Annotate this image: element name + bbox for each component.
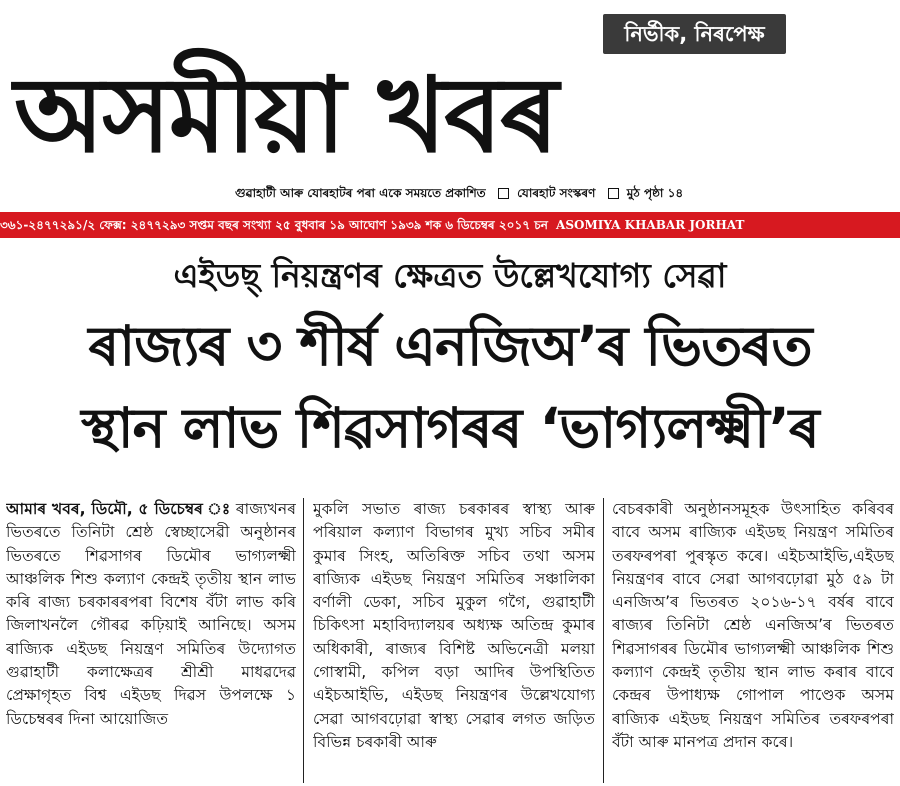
column-3-text: বেচৰকাৰী অনুষ্ঠানসমূহক উৎসাহিত কৰিবৰ বাবে অসম ৰাজ্যিক এইডছ নিয়ন্ত্ৰণ সমিতিৰ তৰফৰপৰা পুৰস্কৃত কৰে। এইচআইভি,এইডছ নিয়ন্ত্ৰণৰ বাবে সেৱা আগবঢ়োৱা মুঠ ৫৯ টা এনজিঅ’ৰ ভিতৰত ২০১৬-১৭ বৰ্ষৰ বাবে ৰাজ্যৰ তিনিটা শ্ৰেষ্ঠ এনজিঅ’ৰ ভিতৰত শিৱসাগৰৰ ডিমৌৰ ভাগ্যলক্ষ্মী আঞ্চলিক শিশু কল্যাণ কেন্দ্ৰই তৃতীয় স্থান লাভ কৰাৰ বাবে কেন্দ্ৰৰ উপাধ্যক্ষ গোপাল পাণ্ডেক অসম ৰাজ্যিক এইডছ নিয়ন্ত্ৰণ সমিতিৰ তৰফৰপৰা বঁটা আৰু মানপত্ৰ প্ৰদান কৰে।: [612, 500, 894, 751]
article-dateline: আমাৰ খবৰ, ডিমৌ, ৫ ডিচেম্বৰ ঃ: [6, 500, 231, 518]
page-count: মুঠ পৃষ্ঠা ১৪: [626, 186, 684, 200]
column-1-text: ৰাজ্যখনৰ ভিতৰতে তিনিটা শ্ৰেষ্ঠ স্বেচ্ছাসেৱী অনুষ্ঠানৰ ভিতৰতে শিৱসাগৰ ডিমৌৰ ভাগ্যলক্ষ্মী আঞ্চলিক শিশু কল্যাণ কেন্দ্ৰই তৃতীয় স্থান লাভ কৰি ৰাজ্য চৰকাৰৰপৰা বিশেষ বঁটা লাভ কৰি জিলাখনলৈ গৌৰৱ কঢ়িয়াই আনিছে। অসম ৰাজ্যিক এইডছ নিয়ন্ত্ৰণ সমিতিৰ উদ্যোগত গুৱাহাটী কলাক্ষেত্ৰৰ শ্ৰীশ্ৰী মাধৱদেৱ প্ৰেক্ষাগৃহত বিশ্ব এইডছ দিৱস উপলক্ষে ১ ডিচেম্বৰৰ দিনা আয়োজিত: [6, 500, 296, 728]
article-kicker: এইডছ্ নিয়ন্ত্ৰণৰ ক্ষেত্ৰত উল্লেখযোগ্য সেৱা: [173, 256, 727, 295]
checkbox-bullet-icon: [498, 188, 509, 199]
article-column-1: [6, 498, 296, 786]
masthead: [0, 0, 900, 205]
masthead-tagline: নিৰ্ভীক, নিৰপেক্ষ: [603, 14, 786, 54]
article-headline: [0, 305, 900, 469]
edition-label: যোৰহাট সংস্কৰণ: [517, 186, 596, 200]
column-2-text: মুকলি সভাত ৰাজ্য চৰকাৰৰ স্বাস্থ্য আৰু পৰিয়াল কল্যাণ বিভাগৰ মুখ্য সচিব সমীৰ কুমাৰ সিংহ, অতিৰিক্ত সচিব তথা অসম ৰাজ্যিক এইডছ নিয়ন্ত্ৰণ সমিতিৰ সঞ্চালিকা বৰ্ণালী ডেকা, সচিব মুকুল গগৈ, গুৱাহাটী চিকিৎসা মহাবিদ্যালয়ৰ অধ্যক্ষ অতিন্দ্ৰ কুমাৰ অধিকাৰী, ৰাজ্যৰ বিশিষ্ট অভিনেত্ৰী মলয়া গোস্বামী, কপিল বড়া আদিৰ উপস্থিতিত এইচআইভি, এইডছ নিয়ন্ত্ৰণৰ উল্লেখযোগ্য সেৱা আগবঢ়োৱা স্বাস্থ্য সেৱাৰ লগত জড়িত বিভিন্ন চৰকাৰী আৰু: [313, 500, 595, 751]
headline-line-2: স্থান লাভ শিৱসাগৰৰ ‘ভাগ্যলক্ষ্মী’ৰ: [81, 396, 819, 460]
article-column-2: [313, 498, 595, 786]
issue-info-text: ৩৬১-২৪৭৭২৯১/২ ফেক্স: ২৪৭৭২৯৩ সপ্তম বছৰ সংখ্যা ২৫ বুধবাৰ ১৯ আঘোণ ১৯৩৯ শক ৬ ডিচেম্বৰ ২০১৭ চন: [0, 218, 548, 232]
masthead-title: অসমীয়া খবৰ: [14, 54, 557, 176]
column-divider: [603, 498, 604, 783]
article-column-3: [612, 498, 894, 786]
issue-info-bar: [0, 212, 900, 238]
column-divider: [303, 498, 304, 783]
issue-info-latin: ASOMIYA KHABAR JORHAT: [556, 218, 745, 232]
headline-line-1: ৰাজ্যৰ ৩ শীৰ্ষ এনজিঅ’ৰ ভিতৰত: [88, 314, 812, 378]
publication-note: গুৱাহাটী আৰু যোৰহাটৰ পৰা একে সময়তে প্ৰকাশিত: [235, 186, 486, 200]
masthead-subline: [235, 183, 895, 203]
checkbox-bullet-icon: [608, 188, 619, 199]
